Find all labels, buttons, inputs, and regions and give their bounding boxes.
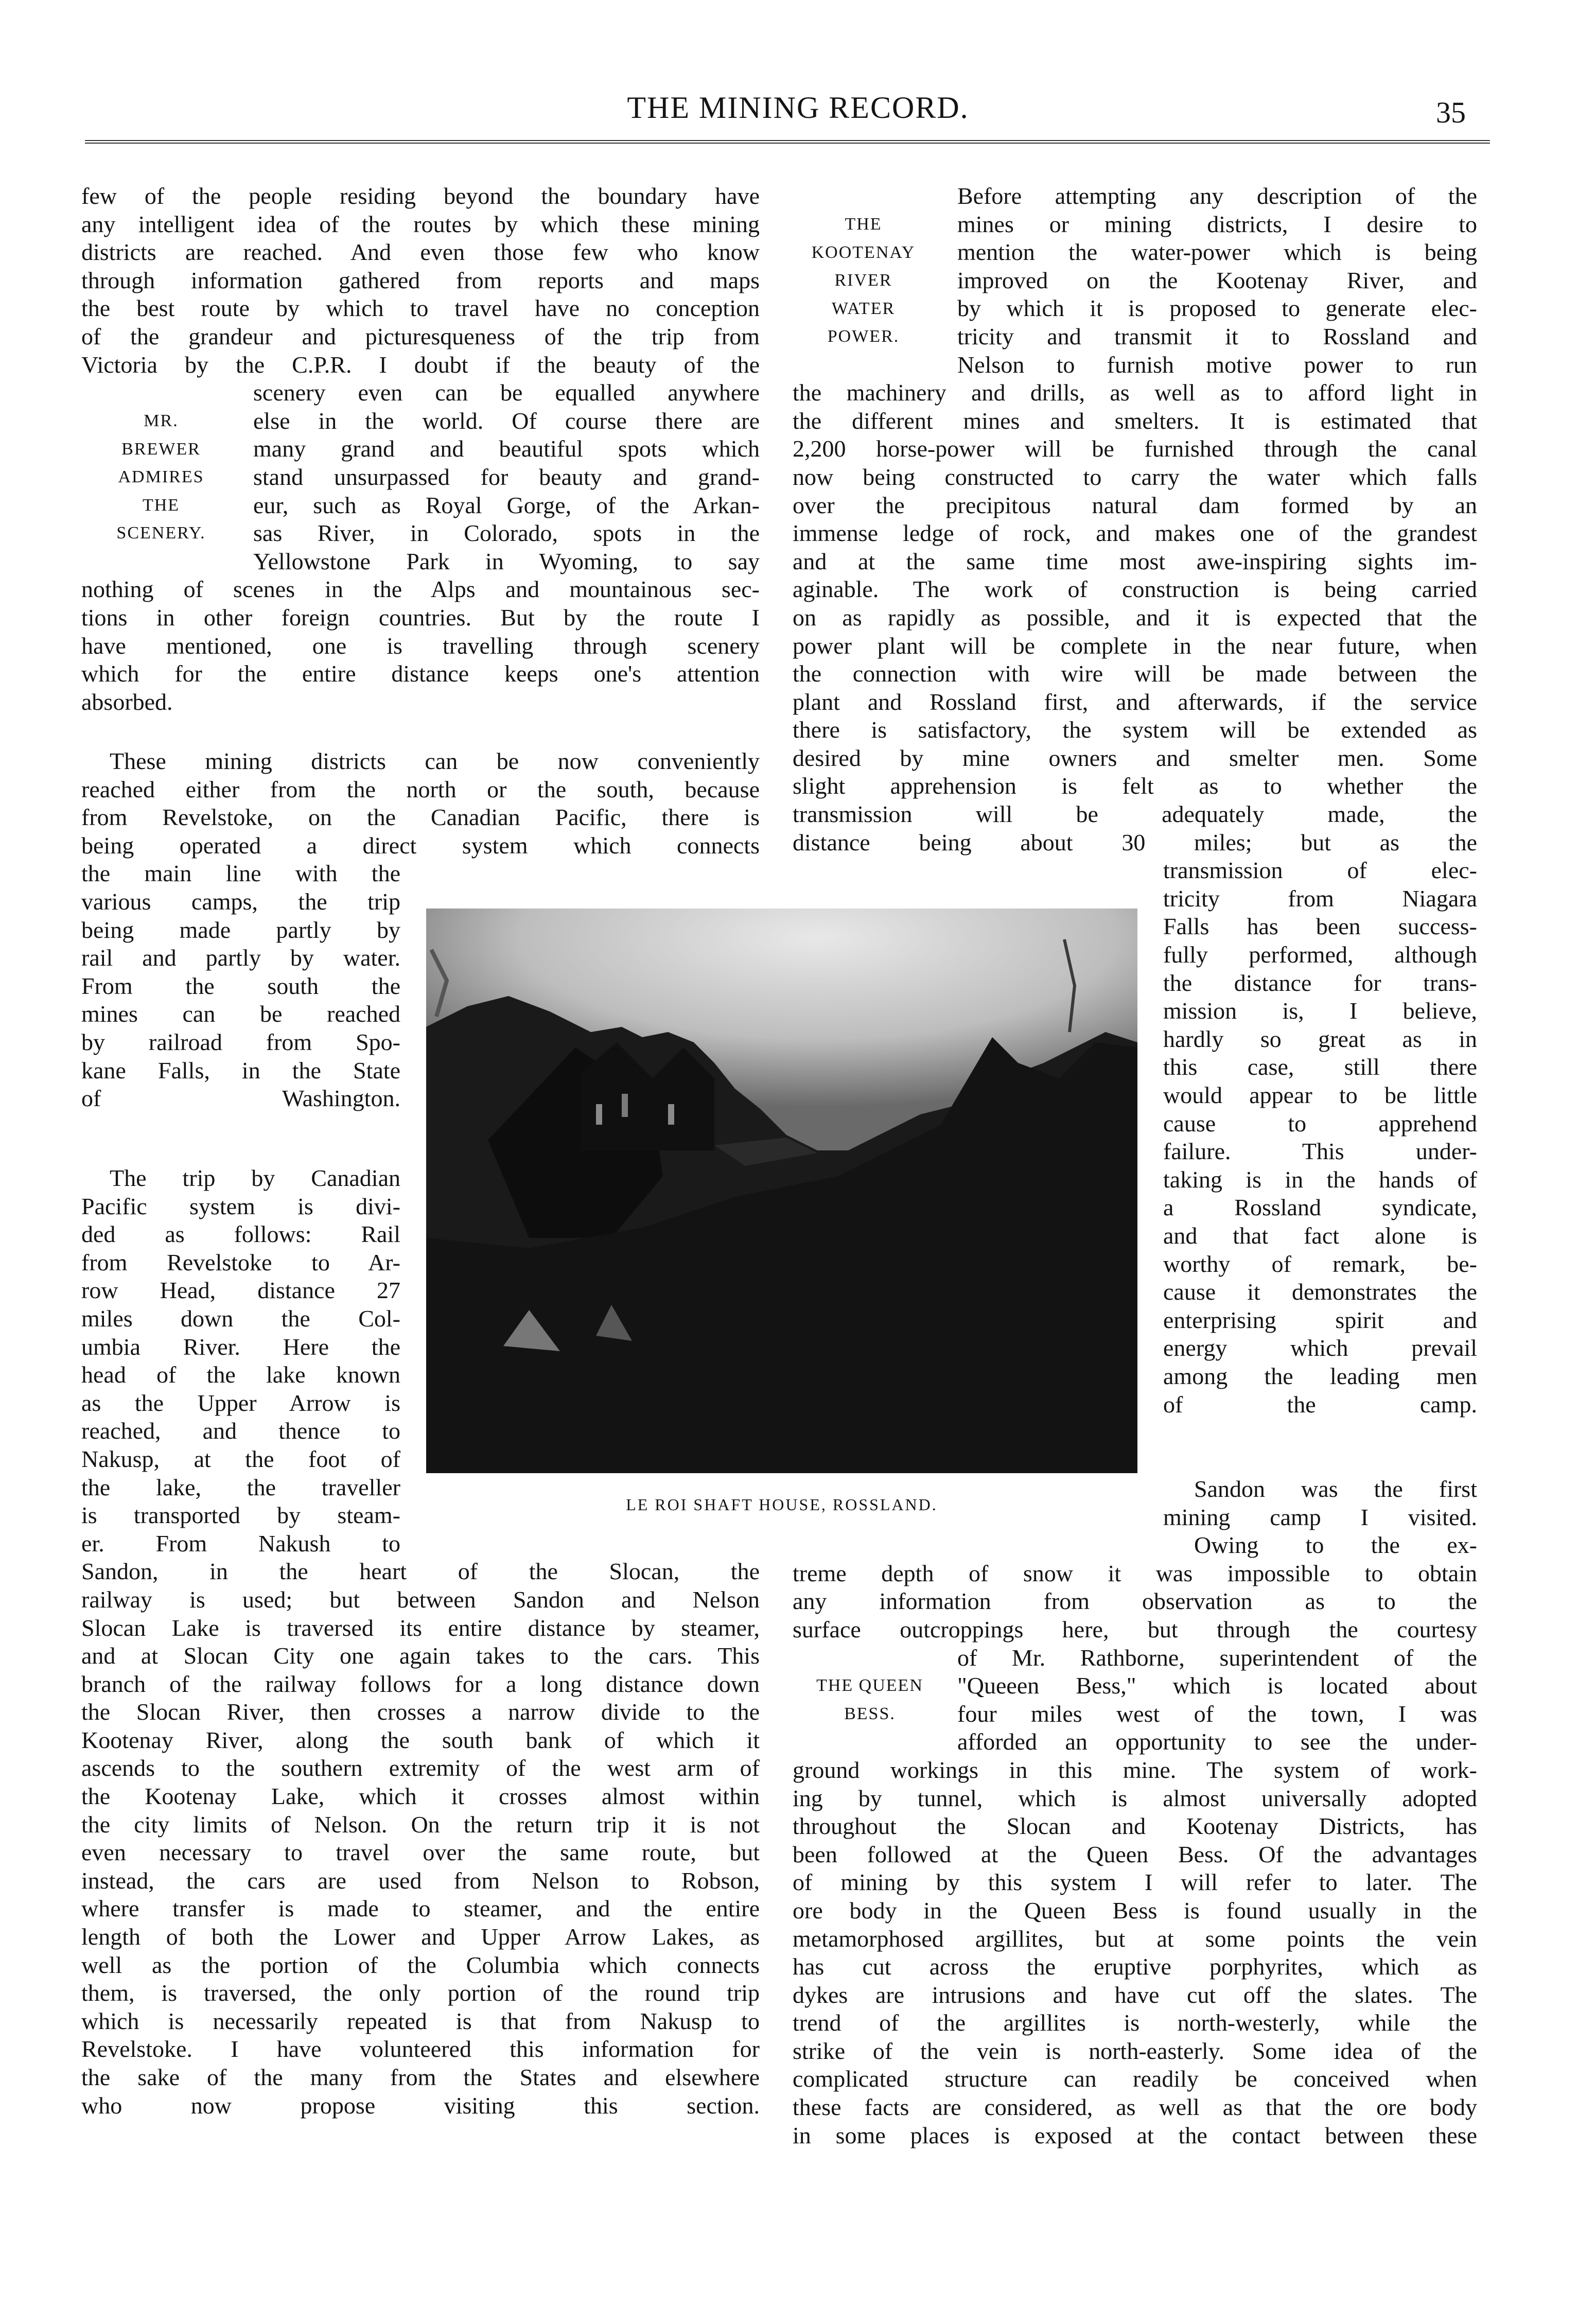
text-line: slight apprehension is felt as to whether the (793, 773, 1477, 799)
text-line: Yellowstone Park in Wyoming, to say (253, 548, 760, 574)
text-line: by railroad from Spo- (81, 1028, 400, 1055)
text-line: ing by tunnel, which is almost universally adopted (793, 1785, 1477, 1811)
text-line: is transported by steam- (81, 1502, 400, 1529)
text-line: cause it demonstrates the (1163, 1279, 1477, 1305)
text-line: any intelligent idea of the routes by which these mining (81, 211, 760, 237)
window (622, 1094, 628, 1117)
text-line: these facts are considered, as well as that the ore body (793, 2094, 1477, 2121)
text-line: afforded an opportunity to see the under- (957, 1728, 1477, 1755)
text-line: and at the same time most awe-inspiring sights im- (793, 548, 1477, 574)
text-line: taking is in the hands of (1163, 1166, 1477, 1193)
text-line: through information gathered from reports and maps (81, 267, 760, 293)
text-line: row Head, distance 27 (81, 1277, 400, 1304)
sidenote-line: MR. (144, 411, 179, 430)
text-line: These mining districts can be now conveniently (110, 748, 760, 774)
text-line: the Kootenay Lake, which it crosses almost within (81, 1783, 760, 1810)
text-line: the machinery and drills, as well as to afford light in (793, 379, 1477, 406)
text-line: Falls has been success- (1163, 913, 1477, 940)
text-line: dykes are intrusions and have cut off the slates. The (793, 1981, 1477, 2008)
text-line: this case, still there (1163, 1054, 1477, 1080)
sidenote-line: POWER. (827, 327, 900, 346)
text-line: distance being about 30 miles; but as the (793, 829, 1477, 855)
text-line: the best route by which to travel have no conception (81, 295, 760, 322)
text-line: the lake, the traveller (81, 1474, 400, 1500)
text-line: mission is, I believe, (1163, 998, 1477, 1024)
text-line: complicated structure can readily be conceived when (793, 2066, 1477, 2092)
text-line: Before attempting any description of the (957, 183, 1477, 209)
text-line: ascends to the southern extremity of the west arm of (81, 1755, 760, 1781)
sidenote-queen-bess (793, 1672, 947, 1728)
text-line: throughout the Slocan and Kootenay Districts, has (793, 1813, 1477, 1840)
text-line: tricity and transmit it to Rossland and (957, 323, 1477, 350)
text-line: nothing of scenes in the Alps and mountainous sec- (81, 576, 760, 603)
text-line: scenery even can be equalled anywhere (253, 379, 760, 406)
text-line: being operated a direct system which connects (81, 832, 760, 859)
text-line: length of both the Lower and Upper Arrow Lakes, as (81, 1924, 760, 1950)
text-line: few of the people residing beyond the boundary have (81, 183, 760, 209)
text-line: reached either from the north or the south, because (81, 776, 760, 802)
page-number: 35 (1436, 96, 1466, 129)
text-line: ded as follows: Rail (81, 1221, 400, 1248)
text-line: aginable. The work of construction is being carried (793, 576, 1477, 603)
text-line: 2,200 horse-power will be furnished through the canal (793, 435, 1477, 462)
text-line: the city limits of Nelson. On the return trip it is not (81, 1811, 760, 1838)
text-line: surface outcroppings here, but through the courtesy (793, 1616, 1477, 1642)
text-line: The trip by Canadian (110, 1165, 400, 1191)
text-line: treme depth of snow it was impossible to obtain (793, 1560, 1477, 1586)
text-line: absorbed. (81, 688, 173, 715)
text-line: worthy of remark, be- (1163, 1250, 1477, 1277)
text-line: of mining by this system I will refer to later. The (793, 1869, 1477, 1896)
text-line: over the precipitous natural dam formed by an (793, 492, 1477, 518)
text-line: among the leading men (1163, 1362, 1477, 1389)
text-line: and at Slocan City one again takes to the cars. This (81, 1642, 760, 1669)
sidenote-line: THE QUEEN (816, 1676, 923, 1695)
text-line: from Revelstoke, on the Canadian Pacific, there is (81, 804, 760, 831)
text-line: well as the portion of the Columbia which connects (81, 1951, 760, 1978)
text-line: of the camp. (1163, 1391, 1477, 1418)
text-line: being made partly by (81, 916, 400, 943)
text-line: of Washington. (81, 1085, 400, 1112)
text-line: them, is traversed, the only portion of the round trip (81, 1980, 760, 2006)
header-rule (85, 140, 1490, 144)
sidenote-line: BREWER (121, 439, 201, 459)
text-line: by which it is proposed to generate elec- (957, 295, 1477, 322)
text-line: improved on the Kootenay River, and (957, 267, 1477, 293)
sidenote-brewer (81, 407, 241, 548)
text-line: the distance for trans- (1163, 969, 1477, 996)
sidenote-line: THE (142, 495, 180, 515)
text-line: which for the entire distance keeps one's attention (81, 660, 760, 687)
figure-caption: LE ROI SHAFT HOUSE, ROSSLAND. (626, 1495, 938, 1514)
sidenote-line: WATER (831, 299, 896, 318)
text-line: transmission will be adequately made, the (793, 801, 1477, 828)
text-line: transmission of elec- (1163, 857, 1477, 884)
text-line: failure. This under- (1163, 1138, 1477, 1165)
text-line: sas River, in Colorado, spots in the (253, 520, 760, 547)
sidenote-line: ADMIRES (118, 467, 204, 487)
text-line: miles down the Col- (81, 1305, 400, 1332)
text-line: who now propose visiting this section. (81, 2092, 760, 2119)
text-line: railway is used; but between Sandon and Nelson (81, 1586, 760, 1613)
right-paragraph-2 (793, 1475, 1477, 2150)
text-line: kane Falls, in the State (81, 1057, 400, 1084)
text-line: the sake of the many from the States and elsewhere (81, 2064, 760, 2090)
text-line: which is necessarily repeated is that from Nakusp to (81, 2007, 760, 2034)
text-line: instead, the cars are used from Nelson to Robson, (81, 1867, 760, 1894)
text-line: even necessary to travel over the same route, but (81, 1839, 760, 1866)
text-line: Slocan Lake is traversed its entire distance by steamer, (81, 1614, 760, 1641)
photograph (426, 908, 1137, 1473)
sidenote-line: RIVER (834, 271, 892, 290)
text-line: From the south the (81, 972, 400, 999)
text-line: energy which prevail (1163, 1335, 1477, 1361)
text-line: er. From Nakush to (81, 1530, 400, 1557)
text-line: enterprising spirit and (1163, 1306, 1477, 1333)
text-line: there is satisfactory, the system will be extended as (793, 717, 1477, 743)
text-line: Nakusp, at the foot of (81, 1445, 400, 1472)
text-line: has cut across the eruptive porphyrites, which as (793, 1953, 1477, 1980)
text-line: Victoria by the C.P.R. I doubt if the beauty of the (81, 351, 760, 378)
text-line: umbia River. Here the (81, 1333, 400, 1360)
text-line: tricity from Niagara (1163, 885, 1477, 912)
text-line: any information from observation as to the (793, 1588, 1477, 1615)
text-line: metamorphosed argillites, but at some points the vein (793, 1925, 1477, 1952)
text-line: desired by mine owners and smelter men. Some (793, 744, 1477, 771)
sidenote-line: SCENERY. (116, 523, 206, 543)
text-line: the connection with wire will be made between the (793, 660, 1477, 687)
text-line: where transfer is made to steamer, and the entire (81, 1895, 760, 1922)
text-line: of Mr. Rathborne, superintendent of the (957, 1644, 1477, 1671)
text-line: Nelson to furnish motive power to run (957, 351, 1477, 378)
text-line: cause to apprehend (1163, 1110, 1477, 1137)
text-line: Revelstoke. I have volunteered this information for (81, 2036, 760, 2063)
text-line: the Slocan River, then crosses a narrow divide to the (81, 1699, 760, 1725)
text-line: rail and partly by water. (81, 945, 400, 971)
text-line: ground workings in this mine. The system of work- (793, 1756, 1477, 1783)
text-line: hardly so great as in (1163, 1025, 1477, 1052)
text-line: fully performed, although (1163, 941, 1477, 968)
text-line: in some places is exposed at the contact between these (793, 2122, 1477, 2148)
text-line: a Rossland syndicate, (1163, 1194, 1477, 1221)
text-line: branch of the railway follows for a long distance down (81, 1670, 760, 1697)
running-head: THE MINING RECORD. (627, 91, 969, 125)
text-line: Sandon was the first (1194, 1476, 1477, 1502)
text-line: power plant will be complete in the near future, when (793, 632, 1477, 659)
text-line: head of the lake known (81, 1361, 400, 1388)
text-line: on as rapidly as possible, and it is expected that the (793, 604, 1477, 631)
text-line: strike of the vein is north-easterly. Some idea of the (793, 2037, 1477, 2064)
text-line: mines or mining districts, I desire to (957, 211, 1477, 237)
text-line: been followed at the Queen Bess. Of the advantages (793, 1841, 1477, 1867)
text-line: the different mines and smelters. It is estimated that (793, 407, 1477, 434)
text-line: "Queeen Bess," which is located about (957, 1672, 1477, 1699)
sidenote-line: THE (845, 215, 882, 234)
text-line: now being constructed to carry the water which falls (793, 463, 1477, 490)
text-line: reached, and thence to (81, 1418, 400, 1444)
text-line: mines can be reached (81, 1001, 400, 1027)
text-line: Kootenay River, along the south bank of which it (81, 1726, 760, 1753)
shaft-house-photo (426, 908, 1137, 1473)
text-line: of the grandeur and picturesqueness of the trip from (81, 323, 760, 350)
text-line: tions in other foreign countries. But by the route I (81, 604, 760, 631)
window (668, 1104, 674, 1125)
text-line: from Revelstoke to Ar- (81, 1249, 400, 1275)
text-line: and that fact alone is (1163, 1222, 1477, 1249)
sidenote-line: BESS. (844, 1704, 896, 1723)
text-line: have mentioned, one is travelling through scenery (81, 632, 760, 659)
text-line: as the Upper Arrow is (81, 1389, 400, 1416)
text-line: plant and Rossland first, and afterwards, if the service (793, 688, 1477, 715)
text-line: else in the world. Of course there are (253, 407, 760, 434)
text-line: four miles west of the town, I was (957, 1700, 1477, 1727)
text-line: mention the water-power which is being (957, 239, 1477, 266)
text-line: Sandon, in the heart of the Slocan, the (81, 1558, 760, 1585)
text-line: stand unsurpassed for beauty and grand- (253, 463, 760, 490)
text-line: Owing to the ex- (1194, 1532, 1477, 1559)
window (596, 1104, 602, 1125)
text-line: immense ledge of rock, and makes one of the grandest (793, 520, 1477, 547)
text-line: districts are reached. And even those few who know (81, 239, 760, 266)
text-line: ore body in the Queen Bess is found usually in the (793, 1897, 1477, 1924)
text-line: the main line with the (81, 860, 400, 887)
text-line: various camps, the trip (81, 888, 400, 915)
text-line: Pacific system is divi- (81, 1193, 400, 1219)
text-line: many grand and beautiful spots which (253, 435, 760, 462)
text-line: mining camp I visited. (1163, 1504, 1477, 1530)
text-line: trend of the argillites is north-westerly, while the (793, 2010, 1477, 2036)
text-line: eur, such as Royal Gorge, of the Arkan- (253, 492, 760, 518)
sidenote-line: KOOTENAY (811, 242, 916, 262)
text-line: would appear to be little (1163, 1082, 1477, 1108)
